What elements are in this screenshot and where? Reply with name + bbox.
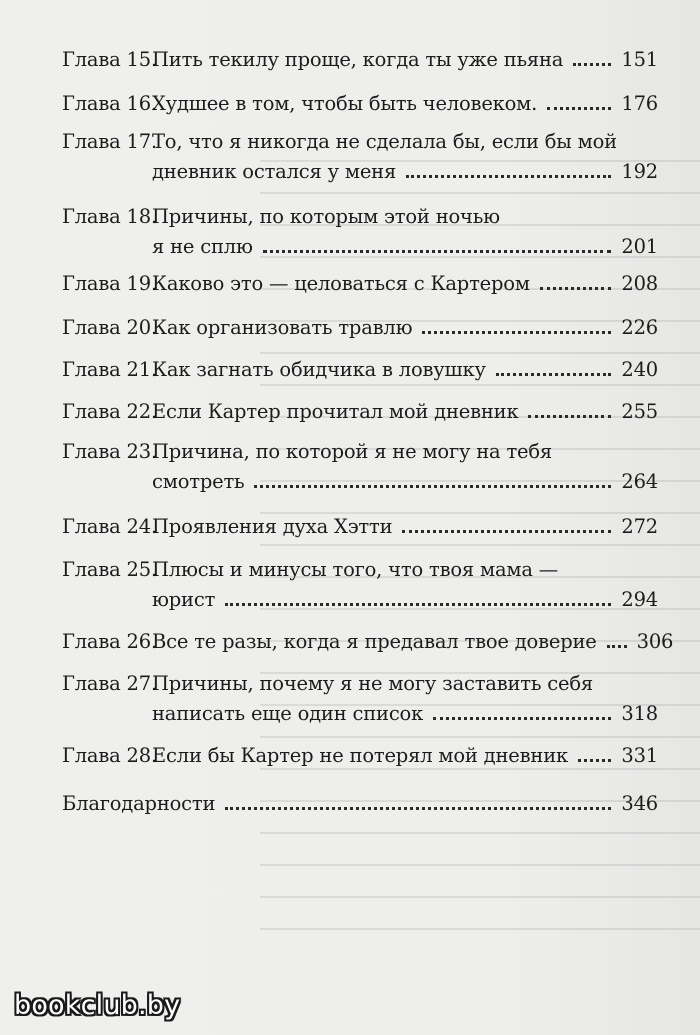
toc-line xyxy=(62,558,658,588)
toc-line xyxy=(62,205,658,235)
page-number: 151 xyxy=(621,48,658,71)
toc-line xyxy=(62,702,658,732)
chapter-title: Проявления духа Хэтти xyxy=(152,515,393,538)
chapter-title: Причины, почему я не могу заставить себя xyxy=(152,672,594,695)
chapter-title: Причины, по которым этой ночью xyxy=(152,205,500,228)
toc-line xyxy=(62,92,658,122)
toc-line xyxy=(62,672,658,702)
chapter-title: смотреть xyxy=(152,470,245,493)
page-number: 331 xyxy=(621,744,658,767)
chapter-label: Глава 17. xyxy=(62,130,157,153)
page-number: 176 xyxy=(621,92,658,115)
toc-line xyxy=(62,630,674,660)
toc-line xyxy=(62,588,658,618)
chapter-label: Глава 16. xyxy=(62,92,157,115)
page-number: 208 xyxy=(621,272,658,295)
page-number: 240 xyxy=(621,358,658,381)
toc-line xyxy=(62,130,658,160)
dot-leader xyxy=(573,63,611,66)
dot-leader xyxy=(547,107,611,110)
toc-entry xyxy=(62,630,674,660)
chapter-title: Как организовать травлю xyxy=(152,316,413,339)
chapter-title: написать еще один список xyxy=(152,702,424,725)
toc-entry xyxy=(62,48,658,78)
page-number: 201 xyxy=(621,235,658,258)
page-number: 306 xyxy=(636,630,674,653)
chapter-label: Глава 18. xyxy=(62,205,157,228)
dot-leader xyxy=(433,717,611,720)
toc-line xyxy=(62,515,658,545)
page-number: 346 xyxy=(621,792,658,815)
chapter-label: Глава 26. xyxy=(62,630,157,653)
page-number: 255 xyxy=(621,400,658,423)
dot-leader xyxy=(528,415,611,418)
dot-leader xyxy=(225,807,611,810)
toc-line xyxy=(62,160,658,190)
chapter-label: Глава 23. xyxy=(62,440,157,463)
toc-entry xyxy=(62,672,658,732)
chapter-title: Причина, по которой я не могу на тебя xyxy=(152,440,553,463)
chapter-title: Как загнать обидчика в ловушку xyxy=(152,358,486,381)
chapter-title: Каково это — целоваться с Картером xyxy=(152,272,530,295)
chapter-label: Глава 20. xyxy=(62,316,157,339)
toc-entry xyxy=(62,130,658,190)
chapter-label: Глава 28. xyxy=(62,744,157,767)
chapter-title: Пить текилу проще, когда ты уже пьяна xyxy=(152,48,564,71)
page-number: 264 xyxy=(621,470,658,493)
toc-entry xyxy=(62,92,658,122)
chapter-title: Если бы Картер не потерял мой дневник xyxy=(152,744,568,767)
chapter-label: Глава 25. xyxy=(62,558,157,581)
toc-line xyxy=(62,792,658,822)
page-number: 272 xyxy=(621,515,658,538)
chapter-label: Глава 24. xyxy=(62,515,157,538)
chapter-title: Если Картер прочитал мой дневник xyxy=(152,400,519,423)
chapter-label: Глава 22. xyxy=(62,400,157,423)
toc-entry xyxy=(62,558,658,618)
toc-line xyxy=(62,400,658,430)
dot-leader xyxy=(540,287,612,290)
chapter-title: я не сплю xyxy=(152,235,253,258)
toc-line xyxy=(62,440,658,470)
toc-entry xyxy=(62,792,658,822)
dot-leader xyxy=(406,175,611,178)
chapter-label: Глава 27. xyxy=(62,672,157,695)
toc-entry xyxy=(62,440,658,500)
toc-line xyxy=(62,235,658,265)
dot-leader xyxy=(422,331,611,334)
dot-leader xyxy=(607,645,627,648)
toc-line xyxy=(62,744,658,774)
dot-leader xyxy=(496,373,612,376)
toc-entry xyxy=(62,358,658,388)
page-number: 294 xyxy=(621,588,658,611)
page-number: 226 xyxy=(621,316,658,339)
page-number: 192 xyxy=(621,160,658,183)
chapter-title: Благодарности xyxy=(62,792,216,815)
toc-entry xyxy=(62,744,658,774)
chapter-title: Все те разы, когда я предавал твое доверие xyxy=(152,630,597,653)
dot-leader xyxy=(402,530,611,533)
dot-leader xyxy=(263,250,612,253)
chapter-title: дневник остался у меня xyxy=(152,160,397,183)
toc-entry xyxy=(62,205,658,265)
toc-entry xyxy=(62,316,658,346)
dot-leader xyxy=(578,759,611,762)
toc-line xyxy=(62,316,658,346)
chapter-title: Худшее в том, чтобы быть человеком. xyxy=(152,92,538,115)
toc-line xyxy=(62,272,658,302)
dot-leader xyxy=(254,485,611,488)
dot-leader xyxy=(225,603,611,606)
chapter-label: Глава 19. xyxy=(62,272,157,295)
chapter-label: Глава 15. xyxy=(62,48,157,71)
toc-line xyxy=(62,358,658,388)
chapter-title: Плюсы и минусы того, что твоя мама — xyxy=(152,558,559,581)
toc-line xyxy=(62,470,658,500)
toc-entry xyxy=(62,515,658,545)
chapter-title: То, что я никогда не сделала бы, если бы мой xyxy=(152,130,617,153)
toc-entry xyxy=(62,272,658,302)
toc-line xyxy=(62,48,658,78)
page-number: 318 xyxy=(621,702,658,725)
chapter-title: юрист xyxy=(152,588,216,611)
watermark: bookclub.by xyxy=(14,990,181,1021)
chapter-label: Глава 21. xyxy=(62,358,157,381)
toc-entry xyxy=(62,400,658,430)
